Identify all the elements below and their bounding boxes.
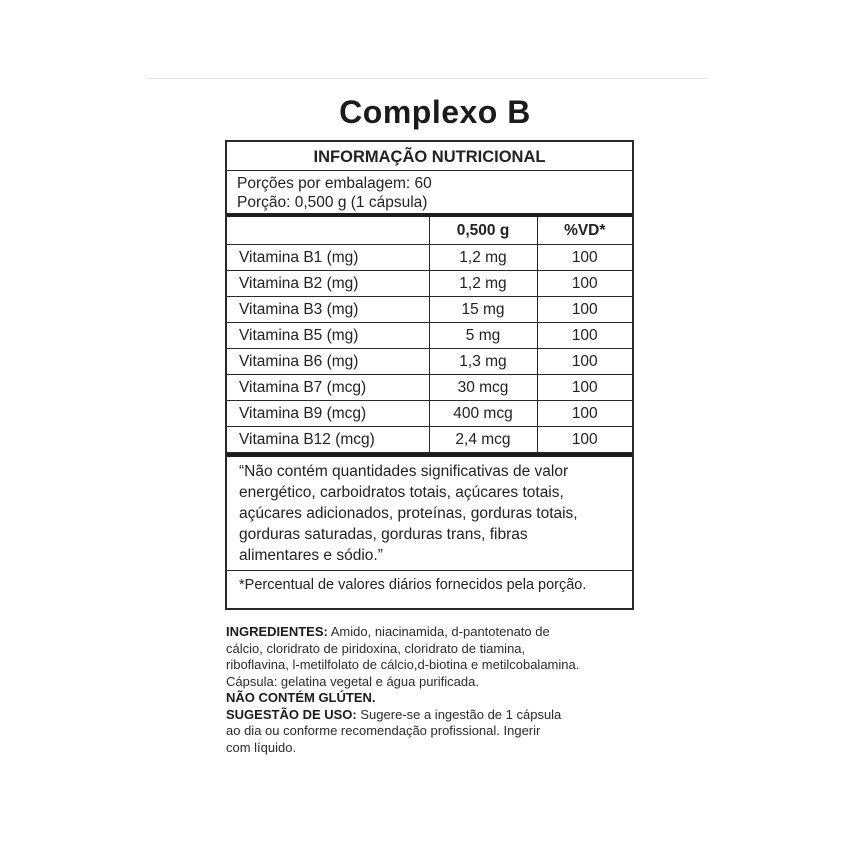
top-divider <box>146 78 708 79</box>
nutrient-dv: 100 <box>537 375 632 401</box>
nutrient-amount: 400 mcg <box>429 401 537 427</box>
nutrient-dv: 100 <box>537 349 632 375</box>
nutrient-name: Vitamina B9 (mcg) <box>227 401 429 427</box>
nutrient-amount: 30 mcg <box>429 375 537 401</box>
dv-footnote: *Percentual de valores diários fornecidos pela porção. <box>239 577 587 593</box>
nutrient-dv: 100 <box>537 271 632 297</box>
column-header-dv: %VD* <box>537 217 632 245</box>
nutrient-dv: 100 <box>537 323 632 349</box>
ingredients-text: Amido, niacinamida, d-pantotenato de <box>330 624 550 639</box>
servings-per-pack: Porções por embalagem: 60 <box>237 175 432 192</box>
nutrient-name: Vitamina B2 (mg) <box>227 271 429 297</box>
nutrient-amount: 5 mg <box>429 323 537 349</box>
table-row <box>227 349 632 375</box>
nutrient-amount: 1,2 mg <box>429 245 537 271</box>
nutrient-amount: 1,3 mg <box>429 349 537 375</box>
nutrient-dv: 100 <box>537 427 632 453</box>
ingredients-line <box>226 624 646 641</box>
table-row <box>227 297 632 323</box>
nutrition-facts-label <box>225 140 634 610</box>
usage-label: SUGESTÃO DE USO: <box>226 706 357 722</box>
table-row <box>227 427 632 453</box>
usage-line: ao dia ou conforme recomendação profissional. Ingerir <box>226 723 541 738</box>
nutrient-table <box>227 217 632 453</box>
note-line: açúcares adicionados, proteínas, gorduras totais, <box>239 505 578 522</box>
nutrient-amount: 15 mg <box>429 297 537 323</box>
note-line: “Não contém quantidades significativas de valor <box>239 463 569 480</box>
note-line: gorduras saturadas, gorduras trans, fibras <box>239 526 528 543</box>
nutrition-header: INFORMAÇÃO NUTRICIONAL <box>227 142 632 171</box>
nutrient-dv: 100 <box>537 245 632 271</box>
table-header-row <box>227 217 632 245</box>
nutrient-name: Vitamina B12 (mcg) <box>227 427 429 453</box>
nutrient-name: Vitamina B5 (mg) <box>227 323 429 349</box>
usage-line <box>226 707 646 724</box>
serving-size: Porção: 0,500 g (1 cápsula) <box>237 194 428 211</box>
nutrient-dv: 100 <box>537 401 632 427</box>
nutrient-name: Vitamina B7 (mcg) <box>227 375 429 401</box>
ingredients-line: Cápsula: gelatina vegetal e água purificada. <box>226 673 479 689</box>
usage-text: Sugere-se a ingestão de 1 cápsula <box>360 706 562 722</box>
nutrition-note <box>227 457 632 570</box>
gluten-statement: NÃO CONTÉM GLÚTEN. <box>226 690 376 705</box>
ingredients-line: cálcio, cloridrato de piridoxina, cloridrato de tiamina, <box>226 640 526 656</box>
ingredients-section <box>226 624 646 756</box>
ingredients-line: riboflavina, l-metilfolato de cálcio,d-biotina e metilcobalamina. <box>226 657 580 672</box>
column-header-nutrient <box>227 217 429 245</box>
table-row <box>227 245 632 271</box>
nutrient-name: Vitamina B6 (mg) <box>227 349 429 375</box>
note-line: alimentares e sódio.” <box>239 547 383 564</box>
table-row <box>227 323 632 349</box>
note-line: energético, carboidratos totais, açúcares totais, <box>239 484 564 501</box>
nutrient-dv: 100 <box>537 297 632 323</box>
table-row <box>227 271 632 297</box>
column-header-amount: 0,500 g <box>429 217 537 245</box>
nutrient-amount: 1,2 mg <box>429 271 537 297</box>
serving-info <box>227 171 632 213</box>
ingredients-label: INGREDIENTES: <box>226 624 328 639</box>
table-row <box>227 401 632 427</box>
nutrient-amount: 2,4 mcg <box>429 427 537 453</box>
nutrient-name: Vitamina B3 (mg) <box>227 297 429 323</box>
table-row <box>227 375 632 401</box>
product-title: Complexo B <box>339 94 531 130</box>
usage-line: com líquido. <box>226 739 297 755</box>
nutrient-name: Vitamina B1 (mg) <box>227 245 429 271</box>
